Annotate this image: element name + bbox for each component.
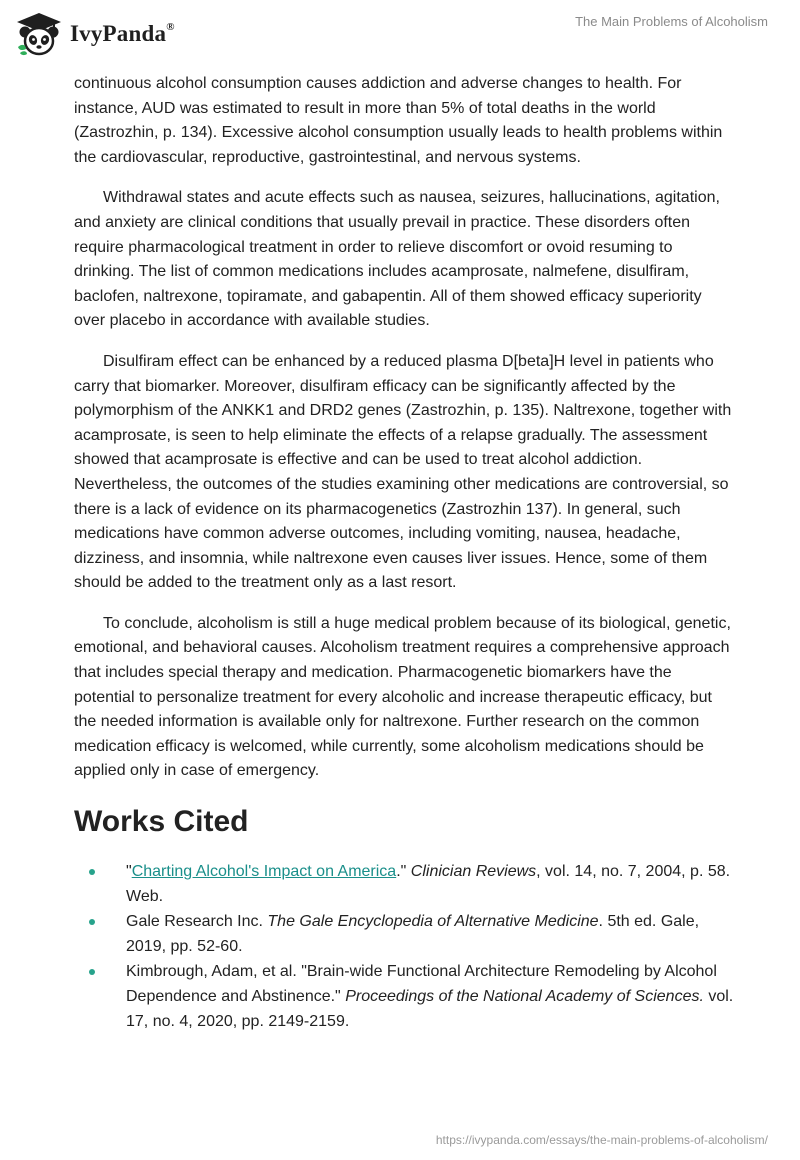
registered-mark: ®	[166, 21, 175, 34]
paragraph: To conclude, alcoholism is still a huge medical problem because of its biological, genetic, emotional, and behavioral causes. Alcoholism treatment requires a comprehensive approach that includes special therapy and medication. Pharmacogenetic biomarkers have the potential to personalize treatment for every alcoholic and increase therapeutic efficacy, but the needed information is available only for naltrexone. Further research on the common medication efficacy is welcomed, while currently, some alcoholism medications should be applied only in case of emergency.	[74, 614, 731, 780]
citation-link[interactable]: Charting Alcohol's Impact on America	[131, 863, 397, 881]
paragraph: continuous alcohol consumption causes addiction and adverse changes to health. For instance, AUD was estimated to result in more than 5% of total deaths in the world (Zastrozhin, p. 134). Excessive alcohol consumption usually leads to health problems within the cardiovascular, reproductive, gastrointestinal, and nervous systems.	[74, 75, 723, 166]
essay-content	[74, 72, 734, 1035]
citation-item: "Charting Alcohol's Impact on America." Clinician Reviews, vol. 14, no. 7, 2004, p. 58. Web.	[74, 860, 734, 909]
journal-title: Proceedings of the National Academy of Sciences.	[345, 988, 704, 1005]
page-header	[0, 0, 800, 70]
journal-title: The Gale Encyclopedia of Alternative Medicine	[267, 913, 599, 931]
source-url[interactable]: https://ivypanda.com/essays/the-main-problems-of-alcoholism/	[435, 1133, 768, 1147]
bullet-icon	[89, 869, 95, 875]
document-title: The Main Problems of Alcoholism	[575, 14, 768, 29]
works-cited-heading: Works Cited	[74, 805, 249, 839]
ivypanda-logo[interactable]	[14, 10, 175, 58]
works-cited-list	[74, 860, 734, 1034]
citation-item: Gale Research Inc. The Gale Encyclopedia of Alternative Medicine. 5th ed. Gale, 2019, pp. 52-60.	[74, 910, 734, 959]
bullet-icon	[89, 969, 95, 975]
bullet-icon	[89, 919, 95, 925]
panda-graduate-icon	[14, 11, 64, 57]
brand-name: IvyPanda®	[70, 21, 175, 46]
paragraph: Disulfiram effect can be enhanced by a reduced plasma D[beta]H level in patients who carry that biomarker. Moreover, disulfiram efficacy can be significantly affected by the polymorphism of the ANKK1 and DRD2 genes (Zastrozhin, p. 135). Naltrexone, together with acamprosate, is seen to help eliminate the effects of a relapse gradually. The assessment showed that acamprosate is effective and can be used to treat alcohol addiction. Nevertheless, the outcomes of the studies examining other medications are controversial, so there is a lack of evidence on its pharmacogenetics (Zastrozhin 137). In general, such medications have common adverse outcomes, including vomiting, nausea, headache, dizziness, and insomnia, while naltrexone even causes liver issues. Hence, some of them should be added to the treatment only as a last resort.	[74, 352, 732, 592]
paragraph: Withdrawal states and acute effects such as nausea, seizures, hallucinations, agitation, and anxiety are clinical conditions that usually prevail in practice. These disorders often require pharmacological treatment in order to relieve discomfort or ovoid resuming to drinking. The list of common medications includes acamprosate, nalmefene, disulfiram, baclofen, naltrexone, topiramate, and gabapentin. All of them showed efficacy superiority over placebo in accordance with available studies.	[74, 189, 720, 330]
journal-title: Clinician Reviews	[410, 863, 537, 881]
citation-item: Kimbrough, Adam, et al. "Brain-wide Functional Architecture Remodeling by Alcohol Dependence and Abstinence." Proceedings of the National Academy of Sciences. vol. 17, no. 4, 2020, pp. 2149-2159.	[74, 960, 734, 1034]
